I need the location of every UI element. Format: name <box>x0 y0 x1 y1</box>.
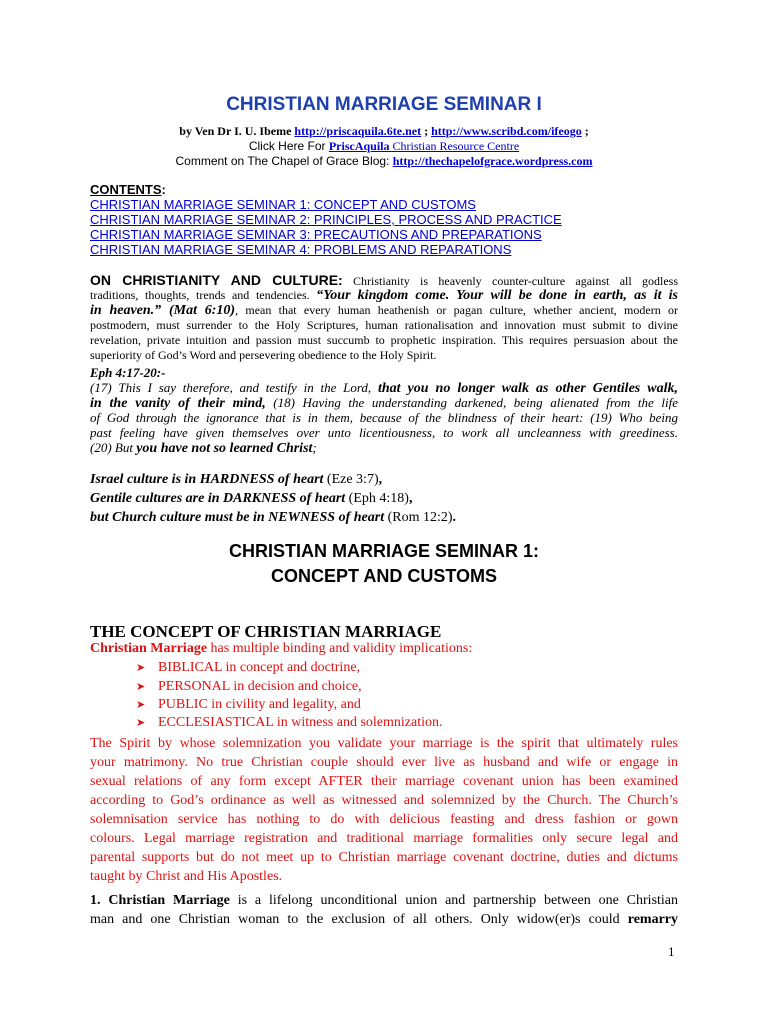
byline-author: by Ven Dr I. U. Ibeme <box>179 124 295 138</box>
point-1-bold: Christian Marriage <box>108 893 230 908</box>
contents-heading-text: CONTENTS <box>90 182 162 197</box>
concept-bullet-public <box>136 697 361 713</box>
chapel-of-grace-link[interactable]: http://thechapelofgrace.wordpress.com <box>392 154 593 168</box>
heart-gentile-ref: (Eph 4:18) <box>345 491 409 506</box>
heart-line-gentile <box>90 491 412 507</box>
point-1-text-2: man and one Christian woman to the exclusion of all others. Only widow(er)s could <box>90 912 628 927</box>
eph-line-2 <box>90 395 678 410</box>
eph-verse-17: (17) This I say therefore, and testify in the Lord, <box>90 380 378 395</box>
eph-line-4: past feeling have given themselves over unto licentiousness, to work all uncleanness with greediness. <box>90 425 678 440</box>
toc-link-seminar-4[interactable]: CHRISTIAN MARRIAGE SEMINAR 4: PROBLEMS AND REPARATIONS <box>90 242 512 257</box>
contents-colon: : <box>161 182 166 197</box>
culture-line-6: superiority of God’s Word and persevering obedience to the Holy Spirit. <box>90 348 437 362</box>
concept-para-line: The Spirit by whose solemnization you validate your marriage is the spirit that ultimately rules <box>90 736 678 751</box>
eph-end: ; <box>312 440 317 455</box>
eph-emphasis-1: that you no longer walk as other Gentiles walk, <box>377 381 678 395</box>
point-1-text-1: is a lifelong unconditional union and partnership between one Christian <box>229 893 678 908</box>
arrow-bullet-icon: ➤ <box>136 699 146 711</box>
culture-paragraph <box>90 273 678 363</box>
heart-israel-punct: , <box>378 472 383 487</box>
concept-para-line: your matrimony. No true Christian couple should ever live as husband and wife or engage in <box>90 755 678 770</box>
heart-line-israel <box>90 472 382 488</box>
eph-emphasis-2: in the vanity of their mind, <box>90 396 266 410</box>
toc-link-seminar-2[interactable]: CHRISTIAN MARRIAGE SEMINAR 2: PRINCIPLES, PROCESS AND PRACTICE <box>90 212 562 227</box>
culture-text-1: Christianity is heavenly counter-culture against all godless <box>353 274 678 288</box>
heart-gentile-punct: , <box>408 491 413 506</box>
resource-centre-link-text: Christian Resource Centre <box>389 139 520 153</box>
eph-passage <box>90 380 678 455</box>
arrow-bullet-icon: ➤ <box>136 662 146 674</box>
heart-gentile-c: of heart <box>296 491 346 506</box>
culture-line-3 <box>90 303 678 318</box>
point-1-line-2 <box>90 910 678 929</box>
blog-comment-text: Comment on The Chapel of Grace Blog: <box>175 154 393 168</box>
concept-intro-rest: has multiple binding and validity implications: <box>207 641 473 656</box>
point-1-paragraph <box>90 891 678 929</box>
priscaquila-link[interactable]: http://priscaquila.6te.net <box>294 124 422 138</box>
byline <box>0 124 768 139</box>
seminar-1-title-line-2: CONCEPT AND CUSTOMS <box>270 566 497 586</box>
heart-church-punct: . <box>452 510 457 525</box>
heart-church-b: NEWNESS <box>268 510 336 525</box>
bullet-text: ECCLESIASTICAL in witness and solemnization. <box>158 715 443 730</box>
culture-heading: ON CHRISTIANITY AND CULTURE: <box>90 273 343 288</box>
eph-verse-20: (20) But <box>90 440 137 455</box>
heart-line-church <box>90 510 456 526</box>
eph-emphasis-3: you have not so learned Christ <box>136 441 313 455</box>
heart-gentile-b: DARKNESS <box>223 491 297 506</box>
bullet-text: PUBLIC in civility and legality, and <box>158 697 361 712</box>
culture-text-3: , mean that every human heathenish or pagan culture, whether ancient, modern or <box>235 303 678 317</box>
eph-verse-18: (18) Having the understanding darkened, being alienated from the life <box>265 395 678 410</box>
heart-israel-a: Israel culture is in <box>90 472 200 487</box>
culture-line-4: postmodern, must surrender to the Holy Scriptures, human rationalisation and innovation must submit to divine <box>90 318 678 332</box>
heart-israel-ref: (Eze 3:7) <box>323 472 379 487</box>
heart-gentile-a: Gentile cultures are in <box>90 491 224 506</box>
heart-israel-b: HARDNESS <box>199 472 275 487</box>
contents-heading <box>90 182 166 197</box>
concept-bullet-biblical <box>136 660 360 676</box>
culture-line-5: revelation, private intuition and passion must succumb to prophetic inspiration. This requires persuasion about the <box>90 333 678 347</box>
culture-text-2a: traditions, thoughts, trends and tendencies. <box>90 288 317 302</box>
concept-paragraph <box>90 734 678 886</box>
concept-para-line: solemnisation service has nothing to do with delicious feasting and dress fashion or gown <box>90 812 678 827</box>
concept-para-line: colours. Legal marriage registration and traditional marriage formalities only secure legal and <box>90 831 678 846</box>
byline-separator: ; <box>421 124 432 138</box>
concept-para-line: according to God’s ordinance as well as witnessed and solemnized by the Church. The Church’s <box>90 793 678 808</box>
culture-line-1 <box>90 273 678 288</box>
byline-suffix: ; <box>581 124 589 138</box>
bullet-text: BIBLICAL in concept and doctrine, <box>158 660 361 675</box>
arrow-bullet-icon: ➤ <box>136 681 146 693</box>
scribd-link[interactable]: http://www.scribd.com/ifeogo <box>431 124 582 138</box>
eph-line-3: of God through the ignorance that is in them, because of the blindness of their heart: (19) Who being <box>90 410 678 425</box>
seminar-1-title-line-1: CHRISTIAN MARRIAGE SEMINAR 1: <box>228 541 539 561</box>
heart-israel-c: of heart <box>274 472 324 487</box>
concept-para-line: taught by Christ and His Apostles. <box>90 869 283 884</box>
concept-para-line: parental supports but do not meet up to Christian marriage covenant doctrine, duties and dictums <box>90 850 678 865</box>
culture-quote-b: in heaven.” (Mat 6:10) <box>90 303 236 318</box>
eph-reference: Eph 4:17-20:- <box>90 365 166 380</box>
resource-centre-link[interactable] <box>329 139 519 153</box>
eph-line-1 <box>90 380 678 395</box>
arrow-bullet-icon: ➤ <box>136 717 146 729</box>
culture-quote-a: “Your kingdom come. Your will be done in earth, as it is <box>316 288 678 303</box>
heart-church-ref: (Rom 12:2) <box>384 510 453 525</box>
bullet-text: PERSONAL in decision and choice, <box>158 679 362 694</box>
point-1-remarry: remarry <box>627 912 678 927</box>
point-1-number: 1. <box>90 893 109 908</box>
document-title: CHRISTIAN MARRIAGE SEMINAR I <box>226 94 542 115</box>
heart-church-c: of heart <box>335 510 385 525</box>
concept-para-line: sexual relations of any form except AFTER their marriage covenant union has been examined <box>90 774 678 789</box>
priscaquila-bold: PriscAquila <box>328 139 390 153</box>
heart-church-a: but Church culture must be in <box>90 510 269 525</box>
eph-line-5 <box>90 440 678 455</box>
concept-bullet-personal <box>136 679 362 695</box>
toc-link-seminar-3[interactable]: CHRISTIAN MARRIAGE SEMINAR 3: PRECAUTIONS AND PREPARATIONS <box>90 227 542 242</box>
concept-intro <box>90 641 472 657</box>
concept-bullet-ecclesiastical <box>136 715 443 731</box>
blog-comment-line <box>0 154 768 169</box>
point-1-line-1 <box>90 891 678 910</box>
toc-link-seminar-1[interactable]: CHRISTIAN MARRIAGE SEMINAR 1: CONCEPT AND CUSTOMS <box>90 197 476 212</box>
concept-intro-bold: Christian Marriage <box>90 641 208 656</box>
concept-heading: THE CONCEPT OF CHRISTIAN MARRIAGE <box>90 622 442 641</box>
page-number: 1 <box>668 944 675 959</box>
culture-line-2 <box>90 288 678 303</box>
click-here-text: Click Here For <box>248 139 329 153</box>
resource-centre-line <box>0 139 768 154</box>
